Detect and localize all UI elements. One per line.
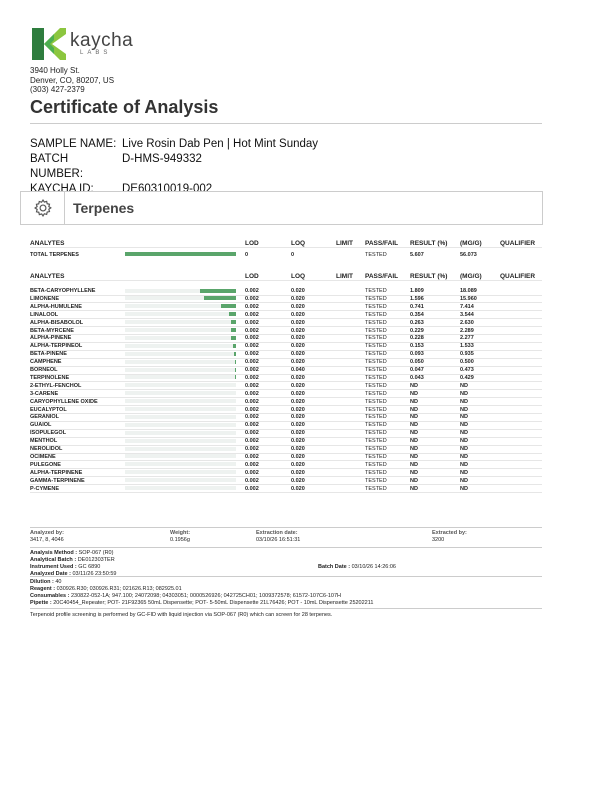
analyte-mg: ND — [460, 390, 468, 397]
analyte-lod: 0.002 — [245, 453, 259, 460]
analyte-lod: 0.002 — [245, 343, 259, 350]
instrument-value: GC 6890 — [78, 564, 101, 570]
analyte-bar-fill — [235, 375, 236, 379]
analyte-lod: 0.002 — [245, 414, 259, 421]
analyte-lod: 0.002 — [245, 438, 259, 445]
analyte-name: 3-CARENE — [30, 390, 59, 397]
analyte-bar-fill — [204, 296, 236, 300]
analyte-result: 0.047 — [410, 367, 424, 373]
header-result: RESULT (%) — [410, 273, 448, 280]
analyte-loq: 0.020 — [291, 359, 305, 366]
extracted-by: 3200 — [432, 537, 445, 543]
analyte-passfail: TESTED — [365, 438, 387, 445]
analyte-bar-fill — [221, 304, 236, 308]
reagent-value: 030926.R30; 030926.R31; 021626.R13; 082925.01 — [56, 586, 182, 592]
analyte-bar — [125, 360, 236, 364]
total-mg: 56.073 — [460, 252, 477, 258]
logo-name: kaycha — [70, 30, 134, 51]
analyte-bar — [125, 454, 236, 458]
analyte-result: ND — [410, 390, 418, 397]
analyte-loq: 0.020 — [291, 303, 305, 310]
analyte-passfail: TESTED — [365, 335, 387, 342]
analyte-bar-fill — [235, 368, 236, 372]
analyte-result: ND — [410, 414, 418, 421]
analyte-name: GAMMA-TERPINENE — [30, 477, 85, 484]
analyte-loq: 0.020 — [291, 422, 305, 429]
analyte-bar — [125, 375, 236, 379]
analyte-loq: 0.020 — [291, 311, 305, 318]
consumables-value: 230822-052-1A; 947.100; 24072098; 04303051; 0000526926; 042725CH01; 1009372578; 61572-107C6-107H — [70, 593, 342, 599]
analyte-lod: 0.002 — [245, 351, 259, 358]
analyte-mg: ND — [460, 461, 468, 468]
analyte-mg: ND — [460, 477, 468, 484]
analyte-passfail: TESTED — [365, 288, 387, 294]
analyte-loq: 0.020 — [291, 335, 305, 342]
analyte-mg: 15.960 — [460, 295, 477, 302]
analyte-passfail: TESTED — [365, 327, 387, 334]
analyte-loq: 0.020 — [291, 461, 305, 468]
analyte-passfail: TESTED — [365, 485, 387, 492]
total-passfail: TESTED — [365, 252, 387, 258]
extraction-date: 03/10/26 16:51:31 — [256, 537, 301, 543]
analyte-bar-fill — [234, 352, 236, 356]
analyte-lod: 0.002 — [245, 303, 259, 310]
analyte-bar-fill — [231, 336, 236, 340]
analyte-lod: 0.002 — [245, 446, 259, 452]
analyte-name: ALPHA-TERPINEOL — [30, 343, 83, 350]
analyte-result: 0.263 — [410, 319, 424, 326]
analyte-loq: 0.020 — [291, 414, 305, 421]
analyte-loq: 0.020 — [291, 390, 305, 397]
logo-sub: LABS — [80, 50, 112, 56]
analyte-bar — [125, 391, 236, 395]
total-bar-fill — [125, 252, 236, 256]
analyte-passfail: TESTED — [365, 319, 387, 326]
analyte-lod: 0.002 — [245, 288, 259, 294]
header-qualifier: QUALIFIER — [500, 273, 536, 280]
pipette-value: 20C40454_Repeater; POT- 21F92365 50mL Dispensette; POT- 5-50mL Dispensette 21L76426; POT - 10mL Dispensette 25202211 — [53, 600, 374, 606]
analyte-passfail: TESTED — [365, 295, 387, 302]
analyte-result: ND — [410, 485, 418, 492]
analyte-result: ND — [410, 453, 418, 460]
gear-icon — [21, 192, 65, 224]
analyte-name: LINALOOL — [30, 311, 59, 318]
analyte-lod: 0.002 — [245, 319, 259, 326]
batch-number-label: BATCH NUMBER: — [30, 153, 84, 180]
address-line: Denver, CO, 80207, US — [30, 75, 115, 85]
analyte-lod: 0.002 — [245, 406, 259, 413]
dilution-value: 40 — [55, 579, 62, 585]
dilution-label: Dilution : — [30, 579, 54, 585]
analyte-loq: 0.040 — [291, 367, 305, 373]
analyte-result: 0.153 — [410, 343, 424, 350]
header-mgg: (MG/G) — [460, 273, 482, 280]
analyte-passfail: TESTED — [365, 343, 387, 350]
analyte-bar — [125, 399, 236, 403]
analyte-bar — [125, 289, 236, 293]
analyte-mg: 2.289 — [460, 327, 474, 334]
method-info — [30, 547, 542, 578]
analyte-passfail: TESTED — [365, 398, 387, 405]
header-qualifier: QUALIFIER — [500, 240, 536, 247]
header-limit: LIMIT — [336, 273, 353, 280]
analyte-bar — [125, 336, 236, 340]
analyte-passfail: TESTED — [365, 390, 387, 397]
method-value: SOP-067 (R0) — [78, 550, 114, 556]
extraction-date-label: Extraction date: — [256, 530, 298, 536]
analyte-result: 0.093 — [410, 351, 424, 358]
analyte-bar — [125, 407, 236, 411]
analyte-loq: 0.020 — [291, 430, 305, 437]
total-bar — [125, 252, 236, 256]
row-divider — [30, 492, 542, 493]
analyte-name: P-CYMENE — [30, 485, 60, 492]
analyte-passfail: TESTED — [365, 469, 387, 476]
analyte-bar-fill — [231, 320, 236, 324]
analyte-passfail: TESTED — [365, 351, 387, 358]
total-name: TOTAL TERPENES — [30, 252, 79, 258]
analyte-loq: 0.020 — [291, 469, 305, 476]
header-lod: LOD — [245, 273, 259, 280]
analyte-loq: 0.020 — [291, 351, 305, 358]
analyte-mg: ND — [460, 469, 468, 476]
analyte-mg: ND — [460, 438, 468, 445]
analyte-result: ND — [410, 406, 418, 413]
header-lod: LOD — [245, 240, 259, 247]
kaycha-logo — [30, 26, 133, 62]
analyte-name: BETA-PINENE — [30, 351, 67, 358]
analyte-lod: 0.002 — [245, 430, 259, 437]
analysis-meta — [30, 527, 542, 546]
analyte-name: BORNEOL — [30, 367, 58, 373]
analyte-mg: ND — [460, 382, 468, 389]
analyte-passfail: TESTED — [365, 311, 387, 318]
analyte-name: ALPHA-BISABOLOL — [30, 319, 84, 326]
analyte-name: ISOPULEGOL — [30, 430, 67, 437]
header-loq: LOQ — [291, 273, 306, 280]
analyte-lod: 0.002 — [245, 477, 259, 484]
pipette-label: Pipette : — [30, 600, 52, 606]
analyte-bar — [125, 423, 236, 427]
header-limit: LIMIT — [336, 240, 353, 247]
analyte-name: 2-ETHYL-FENCHOL — [30, 382, 82, 389]
analyte-lod: 0.002 — [245, 390, 259, 397]
analyte-result: 1.596 — [410, 295, 424, 302]
kaycha-id-label: KAYCHA ID: — [30, 183, 94, 195]
analyte-name: BETA-CARYOPHYLLENE — [30, 288, 96, 294]
analyte-result: 0.741 — [410, 303, 424, 310]
analyte-passfail: TESTED — [365, 359, 387, 366]
sample-info — [30, 137, 318, 197]
analyte-bar-fill — [235, 360, 236, 364]
analyte-mg: 18.089 — [460, 288, 477, 294]
analyte-bar — [125, 447, 236, 451]
analyte-loq: 0.020 — [291, 288, 305, 294]
lab-address — [30, 66, 114, 95]
analyte-name: CARYOPHYLLENE OXIDE — [30, 398, 98, 405]
analyte-loq: 0.020 — [291, 382, 305, 389]
weight: 0.1956g — [170, 537, 190, 543]
analyte-passfail: TESTED — [365, 406, 387, 413]
header-analytes: ANALYTES — [30, 273, 65, 280]
analyte-name: GERANIOL — [30, 414, 60, 421]
batch-date-label: Batch Date : — [318, 564, 351, 570]
analyte-result: ND — [410, 398, 418, 405]
total-lod: 0 — [245, 252, 249, 258]
analyte-result: 0.043 — [410, 374, 424, 381]
title-divider — [30, 123, 542, 124]
header-passfail: PASS/FAIL — [365, 273, 399, 280]
analyte-passfail: TESTED — [365, 374, 387, 381]
analyte-name: TERPINOLENE — [30, 374, 70, 381]
analyte-loq: 0.020 — [291, 477, 305, 484]
analyte-lod: 0.002 — [245, 327, 259, 334]
analyte-lod: 0.002 — [245, 295, 259, 302]
section-title: Terpenes — [73, 200, 135, 216]
analyte-result: 1.809 — [410, 288, 424, 294]
analyte-mg: ND — [460, 398, 468, 405]
analyte-bar — [125, 344, 236, 348]
header-loq: LOQ — [291, 240, 306, 247]
analyte-bar — [125, 470, 236, 474]
batch-value: DE012303TER — [77, 557, 115, 563]
analyte-mg: 1.533 — [460, 343, 474, 350]
kaycha-logo-mark — [30, 26, 66, 62]
analyte-mg: 3.544 — [460, 311, 474, 318]
analyte-bar — [125, 415, 236, 419]
analyte-bar — [125, 368, 236, 372]
analyte-loq: 0.020 — [291, 343, 305, 350]
analyte-loq: 0.020 — [291, 398, 305, 405]
analyte-passfail: TESTED — [365, 382, 387, 389]
analyte-result: ND — [410, 430, 418, 437]
analyte-passfail: TESTED — [365, 477, 387, 484]
analyte-name: LIMONENE — [30, 295, 60, 302]
analyte-mg: ND — [460, 446, 468, 452]
analyte-result: ND — [410, 477, 418, 484]
analyte-mg: ND — [460, 453, 468, 460]
footnote: Terpenoid profile screening is performed by GC-FID with liquid injection via SOP-067 (R0) which can screen for 28 terpenes. — [30, 608, 542, 618]
kaycha-id: DE60310019-002 — [122, 183, 213, 195]
analyte-lod: 0.002 — [245, 398, 259, 405]
analyte-passfail: TESTED — [365, 430, 387, 437]
batch-number: D-HMS-949332 — [122, 153, 202, 165]
analyte-name: CAMPHENE — [30, 359, 62, 366]
analyte-loq: 0.020 — [291, 446, 305, 452]
header-analytes: ANALYTES — [30, 240, 65, 247]
analyte-mg: ND — [460, 414, 468, 421]
analyte-lod: 0.002 — [245, 311, 259, 318]
analyte-bar — [125, 320, 236, 324]
header-result: RESULT (%) — [410, 240, 448, 247]
analyte-name: NEROLIDOL — [30, 446, 63, 452]
analyte-name: EUCALYPTOL — [30, 406, 67, 413]
analyte-result: ND — [410, 446, 418, 452]
analyte-result: ND — [410, 469, 418, 476]
analyte-result: 0.354 — [410, 311, 424, 318]
page-title: Certificate of Analysis — [30, 97, 219, 117]
analyte-bar-fill — [200, 289, 236, 293]
header-mgg: (MG/G) — [460, 240, 482, 247]
analyte-lod: 0.002 — [245, 335, 259, 342]
analyte-mg: ND — [460, 406, 468, 413]
analyte-mg: ND — [460, 485, 468, 492]
batch-date-value: 03/10/26 14:26:06 — [351, 564, 396, 570]
analyzed-date-value: 03/11/26 23:50:59 — [72, 571, 117, 577]
analyte-passfail: TESTED — [365, 367, 387, 373]
analyte-loq: 0.020 — [291, 485, 305, 492]
instrument-label: Instrument Used : — [30, 564, 77, 570]
analyte-result: 0.050 — [410, 359, 424, 366]
analyte-mg: ND — [460, 422, 468, 429]
analyzed-by-label: Analyzed by: — [30, 530, 64, 536]
analyte-bar — [125, 478, 236, 482]
analyte-result: 0.228 — [410, 335, 424, 342]
reagent-label: Reagent : — [30, 586, 56, 592]
sample-name: Live Rosin Dab Pen | Hot Mint Sunday — [122, 138, 319, 150]
consumables-label: Consumables : — [30, 593, 70, 599]
analyte-passfail: TESTED — [365, 414, 387, 421]
analyte-loq: 0.020 — [291, 319, 305, 326]
analyte-mg: 2.630 — [460, 319, 474, 326]
analyte-lod: 0.002 — [245, 422, 259, 429]
analyte-passfail: TESTED — [365, 461, 387, 468]
total-result: 5.607 — [410, 252, 424, 258]
analyte-passfail: TESTED — [365, 303, 387, 310]
analyzed-by: 3417, 8, 4046 — [30, 537, 64, 543]
analyte-mg: 2.277 — [460, 335, 474, 342]
analyte-lod: 0.002 — [245, 367, 259, 373]
analyte-bar — [125, 312, 236, 316]
analyte-name: MENTHOL — [30, 438, 58, 445]
analyte-name: ALPHA-PINENE — [30, 335, 72, 342]
analyte-bar — [125, 296, 236, 300]
analyte-mg: ND — [460, 430, 468, 437]
analyte-result: ND — [410, 461, 418, 468]
analyte-loq: 0.020 — [291, 295, 305, 302]
analyte-bar — [125, 431, 236, 435]
batch-label: Analytical Batch : — [30, 557, 77, 563]
analyte-lod: 0.002 — [245, 374, 259, 381]
analyte-name: OCIMENE — [30, 453, 56, 460]
analyte-loq: 0.020 — [291, 453, 305, 460]
analyte-bar — [125, 383, 236, 387]
analyte-loq: 0.020 — [291, 374, 305, 381]
analyte-bar-fill — [229, 312, 236, 316]
method-label: Analysis Method : — [30, 550, 78, 556]
analyte-loq: 0.020 — [291, 438, 305, 445]
analyte-passfail: TESTED — [365, 453, 387, 460]
analyte-lod: 0.002 — [245, 359, 259, 366]
analyte-mg: 0.935 — [460, 351, 474, 358]
terpenes-section-header — [20, 191, 543, 225]
analyte-lod: 0.002 — [245, 469, 259, 476]
analyte-result: ND — [410, 438, 418, 445]
analyte-bar-fill — [231, 328, 236, 332]
address-line: (303) 427-2379 — [30, 85, 85, 94]
analyte-bar — [125, 486, 236, 490]
analyte-lod: 0.002 — [245, 461, 259, 468]
analyte-mg: 7.414 — [460, 303, 474, 310]
analyte-name: PULEGONE — [30, 461, 61, 468]
analyte-passfail: TESTED — [365, 422, 387, 429]
analyte-result: ND — [410, 422, 418, 429]
analyte-bar — [125, 352, 236, 356]
analyte-bar — [125, 328, 236, 332]
analyte-mg: 0.429 — [460, 374, 474, 381]
analyte-name: ALPHA-HUMULENE — [30, 303, 82, 310]
reagents-info — [30, 576, 542, 607]
row-divider — [30, 247, 542, 248]
analyte-result: ND — [410, 382, 418, 389]
address-line: 3940 Holly St. — [30, 66, 80, 75]
analyte-name: BETA-MYRCENE — [30, 327, 74, 334]
analyte-bar — [125, 439, 236, 443]
analyte-passfail: TESTED — [365, 446, 387, 452]
analyte-mg: 0.500 — [460, 359, 474, 366]
row-divider — [30, 280, 542, 281]
analyte-loq: 0.020 — [291, 406, 305, 413]
sample-name-label: SAMPLE NAME: — [30, 138, 117, 150]
analyzed-date-label: Analyzed Date : — [30, 571, 71, 577]
weight-label: Weight: — [170, 530, 191, 536]
analyte-loq: 0.020 — [291, 327, 305, 334]
analyte-bar — [125, 304, 236, 308]
analyte-bar — [125, 462, 236, 466]
analyte-result: 0.229 — [410, 327, 424, 334]
analyte-name: ALPHA-TERPINENE — [30, 469, 83, 476]
extracted-by-label: Extracted by: — [432, 530, 467, 536]
total-loq: 0 — [291, 252, 295, 258]
analyte-name: GUAIOL — [30, 422, 52, 429]
analyte-lod: 0.002 — [245, 485, 259, 492]
header-passfail: PASS/FAIL — [365, 240, 399, 247]
analyte-bar-fill — [233, 344, 236, 348]
analyte-lod: 0.002 — [245, 382, 259, 389]
analyte-mg: 0.473 — [460, 367, 474, 373]
